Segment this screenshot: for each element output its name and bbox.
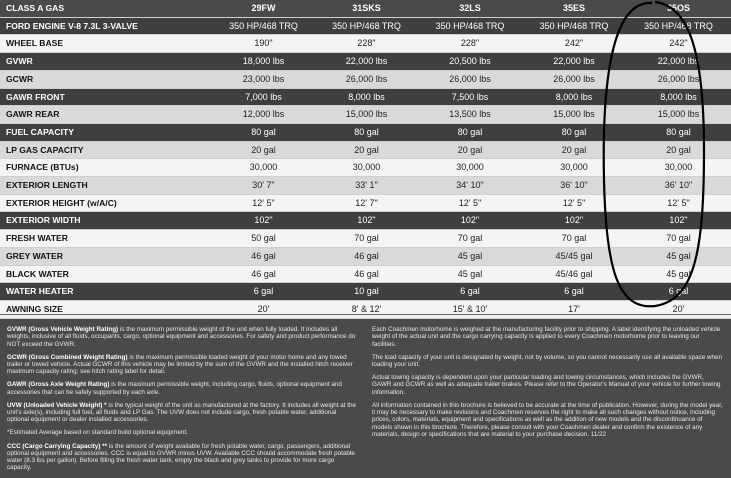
cell-value: 12' 5" <box>626 194 731 212</box>
cell-value: 242" <box>626 35 731 53</box>
cell-value: 6 gal <box>522 283 626 301</box>
cell-value: 350 HP/468 TRQ <box>522 17 626 35</box>
cell-value: 80 gal <box>522 123 626 141</box>
cell-value: 45 gal <box>418 247 522 265</box>
cell-value: 80 gal <box>418 123 522 141</box>
cell-value: 30,000 <box>315 159 418 177</box>
cell-value: 30,000 <box>626 159 731 177</box>
table-row <box>0 88 731 106</box>
row-label: GCWR <box>0 70 212 88</box>
definition-term: GVWR (Gross Vehicle Weight Rating) <box>7 326 119 333</box>
cell-value: 26,000 lbs <box>626 70 731 88</box>
table-row <box>0 53 731 71</box>
row-label: EXTERIOR WIDTH <box>0 212 212 230</box>
cell-value: 45/46 gal <box>522 265 626 283</box>
disclaimer-paragraph: Each Coachmen motorhome is weighed at the manufacturing facility prior to shipping. A label identifying the unloaded vehicle weight of the actual unit and the cargo carrying capacity is applied to every Coachmen motorhome prior to leaving our facilities. <box>372 326 721 348</box>
cell-value: 7,000 lbs <box>212 88 315 106</box>
row-label: AWNING SIZE <box>0 300 212 318</box>
cell-value: 20' <box>212 300 315 318</box>
cell-value: 45 gal <box>626 265 731 283</box>
table-row <box>0 159 731 177</box>
cell-value: 15,000 lbs <box>626 106 731 124</box>
cell-value: 20,500 lbs <box>418 53 522 71</box>
cell-value: 12,000 lbs <box>212 106 315 124</box>
disclaimer-paragraph: Actual towing capacity is dependent upon your particular loading and towing circumstances, which includes the GVWR, GAWR and GCWR as well as adequate trailer brakes. Please refer to the Operator's Manual of your vehicle for further towing information. <box>372 374 721 396</box>
definition-paragraph <box>7 402 357 424</box>
cell-value: 26,000 lbs <box>522 70 626 88</box>
cell-value: 30,000 <box>418 159 522 177</box>
definition-text: is the maximum permissible weight, including cargo, fluids, optional equipment and accessories that can be safely supported by each axle. <box>7 381 342 396</box>
cell-value: 17' <box>522 300 626 318</box>
table-row <box>0 283 731 301</box>
table-row <box>0 265 731 283</box>
row-label: WATER HEATER <box>0 283 212 301</box>
cell-value: 102" <box>212 212 315 230</box>
cell-value: 26,000 lbs <box>418 70 522 88</box>
cell-value: 36' 10" <box>626 177 731 195</box>
cell-value: 20 gal <box>418 141 522 159</box>
table-row <box>0 212 731 230</box>
table-row <box>0 70 731 88</box>
cell-value: 36' 10" <box>522 177 626 195</box>
cell-value: 102" <box>315 212 418 230</box>
cell-value: 15,000 lbs <box>522 106 626 124</box>
row-label: FORD ENGINE V-8 7.3L 3-VALVE <box>0 17 212 35</box>
definition-paragraph <box>7 354 357 376</box>
cell-value: 10 gal <box>315 283 418 301</box>
definition-text: is the maximum permissible loaded weight of your motor home and any towed trailer or towed vehicle. Actual GCWR of this vehicle may be limited by the sum of the GVWR and the installed hitch receiver maximum capacity rating; see hitch rating label for detail. <box>7 353 353 376</box>
table-row <box>0 106 731 124</box>
cell-value: 8' & 12' <box>315 300 418 318</box>
table-row <box>0 177 731 195</box>
cell-value: 350 HP/468 TRQ <box>626 17 731 35</box>
cell-value: 350 HP/468 TRQ <box>418 17 522 35</box>
section-divider <box>0 314 731 315</box>
definition-text: *Estimated Average based on standard build optional equipment. <box>7 429 188 437</box>
row-label: FUEL CAPACITY <box>0 123 212 141</box>
cell-value: 20 gal <box>212 141 315 159</box>
cell-value: 228" <box>418 35 522 53</box>
disclaimer-paragraph: All information contained in this brochure is believed to be accurate at the time of publication. However, during the model year, it may be necessary to make revisions and Coachmen reserves the right to make all such changes without notice, including prices, colors, materials, equipment and specifications as well as the addition of new models and the discontinuance of models shown in this brochure. Therefore, please consult with your Coachmen dealer and confirm the existence of any materials, design or specifications that are material to your purchase decision. 11/22 <box>372 401 723 438</box>
cell-value: 102" <box>418 212 522 230</box>
cell-value: 80 gal <box>626 123 731 141</box>
cell-value: 50 gal <box>212 230 315 248</box>
cell-value: 33' 1" <box>315 177 418 195</box>
cell-value: 13,500 lbs <box>418 106 522 124</box>
cell-value: 8,000 lbs <box>315 88 418 106</box>
definition-paragraph <box>7 443 357 472</box>
table-row <box>0 230 731 248</box>
table-row <box>0 123 731 141</box>
cell-value: 12' 7" <box>315 194 418 212</box>
table-row <box>0 17 731 35</box>
cell-value: 7,500 lbs <box>418 88 522 106</box>
row-label: LP GAS CAPACITY <box>0 141 212 159</box>
cell-value: 350 HP/468 TRQ <box>315 17 418 35</box>
table-row <box>0 35 731 53</box>
table-row <box>0 247 731 265</box>
definition-paragraph <box>7 326 357 348</box>
table-row <box>0 300 731 318</box>
disclaimer-column <box>372 326 724 444</box>
cell-value: 6 gal <box>626 283 731 301</box>
cell-value: 70 gal <box>418 230 522 248</box>
cell-value: 46 gal <box>315 265 418 283</box>
table-header-row <box>0 0 731 17</box>
cell-value: 20 gal <box>315 141 418 159</box>
row-label: WHEEL BASE <box>0 35 212 53</box>
cell-value: 45 gal <box>626 247 731 265</box>
cell-value: 20' <box>626 300 731 318</box>
cell-value: 20 gal <box>522 141 626 159</box>
cell-value: 102" <box>522 212 626 230</box>
cell-value: 26,000 lbs <box>315 70 418 88</box>
row-label: BLACK WATER <box>0 265 212 283</box>
cell-value: 350 HP/468 TRQ <box>212 17 315 35</box>
row-label: FRESH WATER <box>0 230 212 248</box>
cell-value: 35OS <box>626 0 731 17</box>
cell-value: 70 gal <box>315 230 418 248</box>
cell-value: 228" <box>315 35 418 53</box>
cell-value: 23,000 lbs <box>212 70 315 88</box>
definition-term: CCC (Cargo Carrying Capacity) ** <box>7 442 108 450</box>
cell-value: 12' 5" <box>418 194 522 212</box>
cell-value: 45 gal <box>418 265 522 283</box>
definition-term: GCWR (Gross Combined Weight Rating) <box>7 353 128 361</box>
definition-term: GAWR (Gross Axle Weight Rating) <box>7 381 110 389</box>
cell-value: 30,000 <box>212 159 315 177</box>
cell-value: 22,000 lbs <box>315 53 418 71</box>
row-label: GAWR FRONT <box>0 88 212 106</box>
definition-term: UVW (Unloaded Vehicle Weight) * <box>7 401 107 409</box>
row-label: EXTERIOR HEIGHT (w/A/C) <box>0 194 212 212</box>
cell-value: 12' 5" <box>522 194 626 212</box>
cell-value: 15' & 10' <box>418 300 522 318</box>
cell-value: 20 gal <box>626 141 731 159</box>
cell-value: 6 gal <box>418 283 522 301</box>
disclaimer-paragraph: The load capacity of your unit is designated by weight, not by volume, so you cannot necessarily use all available space when loading your unit. <box>372 353 723 368</box>
definition-text: is the amount of weight available for fresh potable water, cargo, passengers, additional optional equipment and accessories. CCC is equal to GVWR minus UVW. Available CCC should accommodate fresh potable water (8.3 lbs per gallon). Before filling the fresh water tank, empty the black and grey tanks to provide for more cargo capacity. <box>7 442 355 472</box>
cell-value: 242" <box>522 35 626 53</box>
cell-value: 15,000 lbs <box>315 106 418 124</box>
row-label: EXTERIOR LENGTH <box>0 177 212 195</box>
cell-value: 45/45 gal <box>522 247 626 265</box>
cell-value: 30' 7" <box>212 177 315 195</box>
cell-value: 30,000 <box>522 159 626 177</box>
cell-value: 8,000 lbs <box>626 88 731 106</box>
row-label: CLASS A GAS <box>0 0 212 17</box>
cell-value: 70 gal <box>626 230 731 248</box>
cell-value: 29FW <box>212 0 315 17</box>
definition-paragraph <box>7 381 357 396</box>
cell-value: 70 gal <box>522 230 626 248</box>
cell-value: 46 gal <box>212 265 315 283</box>
cell-value: 18,000 lbs <box>212 53 315 71</box>
cell-value: 46 gal <box>315 247 418 265</box>
cell-value: 102" <box>626 212 731 230</box>
row-label: FURNACE (BTUs) <box>0 159 212 177</box>
cell-value: 22,000 lbs <box>522 53 626 71</box>
cell-value: 190" <box>212 35 315 53</box>
cell-value: 12' 5" <box>212 194 315 212</box>
row-label: GAWR REAR <box>0 106 212 124</box>
cell-value: 80 gal <box>212 123 315 141</box>
row-label: GREY WATER <box>0 247 212 265</box>
cell-value: 46 gal <box>212 247 315 265</box>
definition-paragraph <box>7 429 357 436</box>
definition-text: is the maximum permissible weight of the unit when fully loaded. It includes all weights, inclusive of all fluids, occupants, cargo, optional equipment and accessories. For safety and product performance do NOT exceed the GVWR. <box>7 326 356 348</box>
cell-value: 31SKS <box>315 0 418 17</box>
definitions-column <box>7 326 357 478</box>
cell-value: 8,000 lbs <box>522 88 626 106</box>
table-row <box>0 141 731 159</box>
row-label: GVWR <box>0 53 212 71</box>
cell-value: 32LS <box>418 0 522 17</box>
definition-text: is the typical weight of the unit as manufactured at the factory. It includes all weight at the unit's axle(s), including full fuel, all fluids and LP Gas. The UVW does not include cargo, fresh potable water, additional optional equipment or dealer installed accessories. <box>7 401 357 424</box>
cell-value: 35ES <box>522 0 626 17</box>
table-row <box>0 194 731 212</box>
cell-value: 22,000 lbs <box>626 53 731 71</box>
cell-value: 34' 10" <box>418 177 522 195</box>
cell-value: 80 gal <box>315 123 418 141</box>
cell-value: 6 gal <box>212 283 315 301</box>
